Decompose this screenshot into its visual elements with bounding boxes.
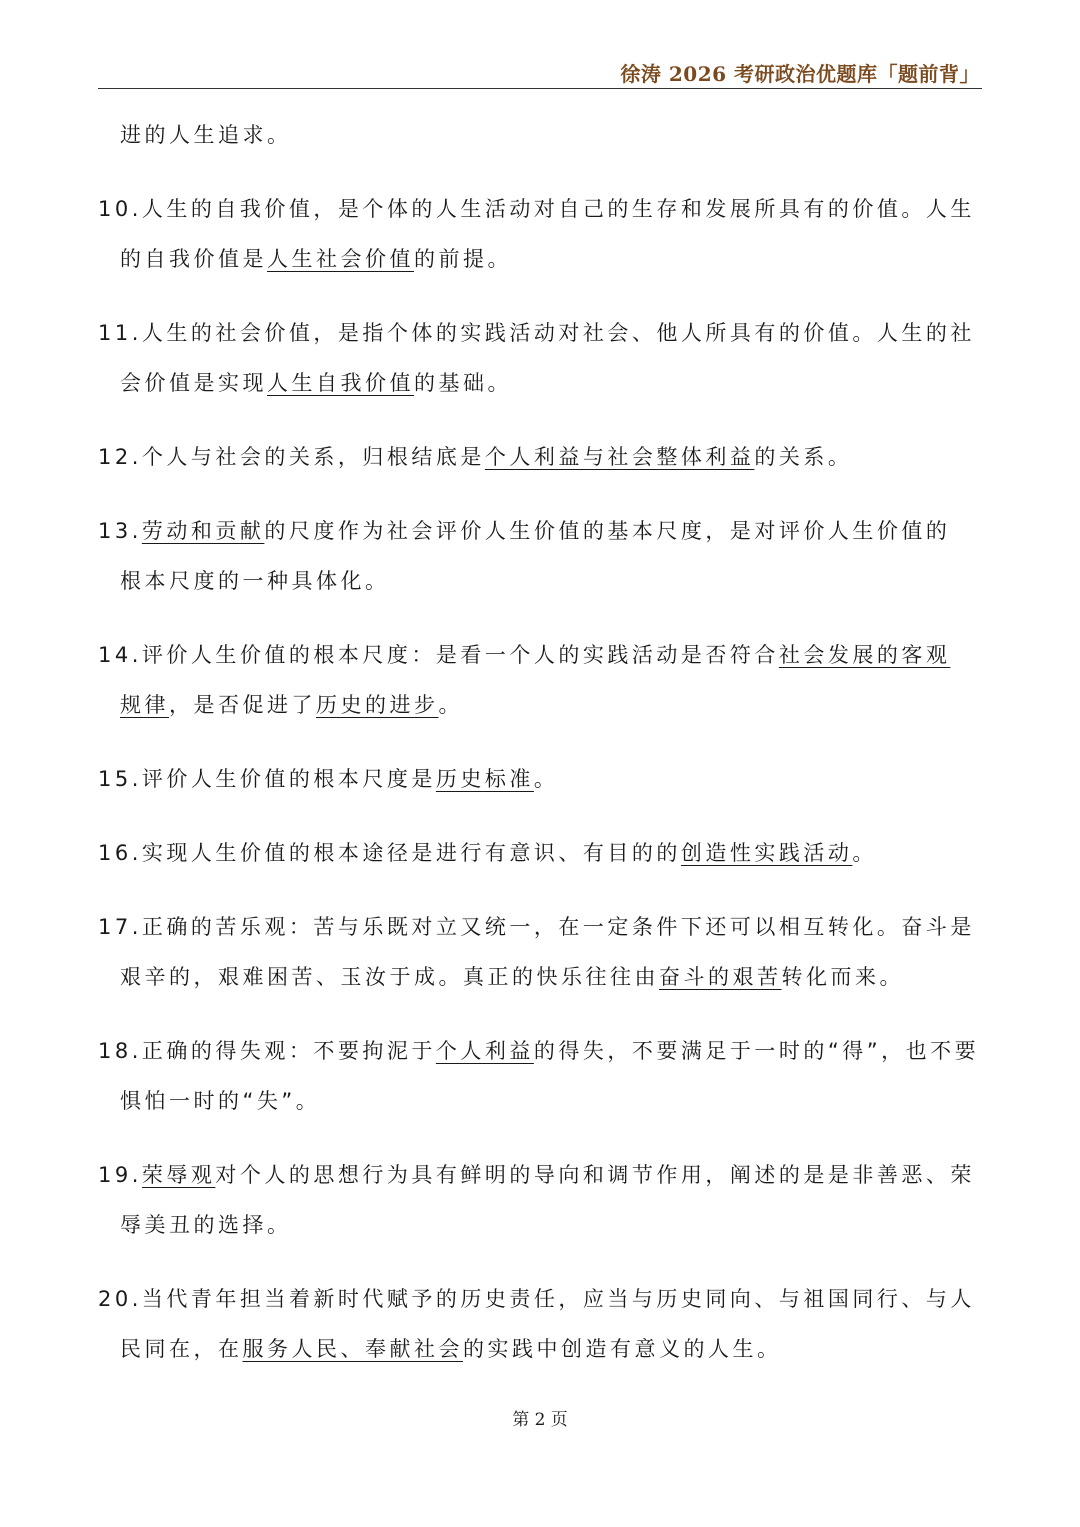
- text-segment: 的前提。: [414, 247, 512, 271]
- underlined-key-phrase: 个人利益: [435, 1039, 534, 1063]
- item-text-line: [98, 754, 982, 804]
- item-text-line: [98, 902, 982, 952]
- knowledge-point-item: [98, 828, 982, 878]
- text-segment: 12.个人与社会的关系，归根结底是: [98, 445, 485, 469]
- text-segment: 18.正确的得失观：不要拘泥于: [98, 1039, 436, 1063]
- text-segment: 。: [533, 767, 559, 791]
- item-text-line: [98, 1026, 982, 1076]
- text-segment: 19.: [98, 1163, 142, 1187]
- underlined-key-phrase: 服务人民、奉献社会: [242, 1337, 463, 1361]
- knowledge-point-item: [98, 432, 982, 482]
- underlined-key-phrase: 奋斗的艰苦: [659, 965, 782, 989]
- text-segment: 的实践中创造有意义的人生。: [463, 1337, 782, 1361]
- item-text-line: [98, 1150, 982, 1200]
- knowledge-point-item: [98, 1274, 982, 1374]
- text-segment: 艰辛的，艰难困苦、玉汝于成。真正的快乐往往由: [120, 965, 659, 989]
- text-segment: 15.评价人生价值的根本尺度是: [98, 767, 436, 791]
- text-segment: 20.当代青年担当着新时代赋予的历史责任，应当与历史同向、与祖国同行、与人: [98, 1287, 975, 1311]
- text-segment: 根本尺度的一种具体化。: [120, 569, 390, 593]
- text-segment: 会价值是实现: [120, 371, 267, 395]
- knowledge-point-list: [98, 184, 982, 1374]
- page-content: [98, 110, 982, 1374]
- text-segment: ，是否促进了: [169, 693, 316, 717]
- underlined-key-phrase: 个人利益与社会整体利益: [484, 445, 755, 469]
- text-segment: 的得失，不要满足于一时的“得”，也不要: [533, 1039, 980, 1063]
- text-segment: 10.人生的自我价值，是个体的人生活动对自己的生存和发展所具有的价值。人生: [98, 197, 975, 221]
- underlined-key-phrase: 人生自我价值: [267, 371, 414, 395]
- underlined-key-phrase: 社会发展的客观: [778, 643, 951, 667]
- knowledge-point-item: [98, 184, 982, 284]
- continuation-text: 进的人生追求。: [120, 123, 292, 147]
- knowledge-point-item: [98, 902, 982, 1002]
- text-segment: 转化而来。: [781, 965, 904, 989]
- item-text-line: [98, 506, 982, 556]
- text-segment: 对个人的思想行为具有鲜明的导向和调节作用，阐述的是是非善恶、荣: [215, 1163, 975, 1187]
- text-segment: 惧怕一时的“失”。: [120, 1089, 321, 1113]
- knowledge-point-item: [98, 1026, 982, 1126]
- text-segment: 16.实现人生价值的根本途径是进行有意识、有目的的: [98, 841, 681, 865]
- item-text-line: [98, 1324, 982, 1374]
- underlined-key-phrase: 历史标准: [435, 767, 534, 791]
- underlined-key-phrase: 荣辱观: [141, 1163, 216, 1187]
- item-text-line: [98, 1076, 982, 1126]
- item-text-line: [98, 184, 982, 234]
- text-segment: 11.人生的社会价值，是指个体的实践活动对社会、他人所具有的价值。人生的社: [98, 321, 975, 345]
- item-text-line: [98, 1274, 982, 1324]
- underlined-key-phrase: 劳动和贡献: [141, 519, 265, 543]
- underlined-key-phrase: 历史的进步: [316, 693, 439, 717]
- text-segment: 。: [852, 841, 877, 865]
- text-segment: 的关系。: [754, 445, 853, 469]
- underlined-key-phrase: 人生社会价值: [267, 247, 414, 271]
- text-segment: 的自我价值是: [120, 247, 267, 271]
- item-text-line: [98, 952, 982, 1002]
- text-segment: 14.评价人生价值的根本尺度：是看一个人的实践活动是否符合: [98, 643, 779, 667]
- item-text-line: [98, 358, 982, 408]
- underlined-key-phrase: 创造性实践活动: [680, 841, 853, 865]
- item-text-line: [98, 308, 982, 358]
- text-segment: 17.正确的苦乐观：苦与乐既对立又统一，在一定条件下还可以相互转化。奋斗是: [98, 915, 975, 939]
- item-text-line: [98, 680, 982, 730]
- item-text-line: [98, 1200, 982, 1250]
- page-number: 第 2 页: [512, 1410, 568, 1430]
- item-text-line: [98, 828, 982, 878]
- text-segment: 辱美丑的选择。: [120, 1213, 292, 1237]
- item-text-line: [98, 630, 982, 680]
- knowledge-point-item: [98, 1150, 982, 1250]
- text-segment: 民同在，在: [120, 1337, 243, 1361]
- knowledge-point-item: [98, 754, 982, 804]
- knowledge-point-item: [98, 506, 982, 606]
- knowledge-point-item: [98, 308, 982, 408]
- header-divider: [98, 88, 982, 89]
- text-segment: 的基础。: [414, 371, 512, 395]
- knowledge-point-item: [98, 630, 982, 730]
- header-title: 徐涛 2026 考研政治优题库「题前背」: [620, 62, 980, 86]
- text-segment: 的尺度作为社会评价人生价值的基本尺度，是对评价人生价值的: [264, 519, 951, 543]
- item-text-line: [98, 234, 982, 284]
- underlined-key-phrase: 规律: [120, 693, 169, 717]
- item-text-line: [98, 556, 982, 606]
- item-text-line: [98, 432, 982, 482]
- text-segment: 。: [438, 693, 463, 717]
- text-segment: 13.: [98, 519, 142, 543]
